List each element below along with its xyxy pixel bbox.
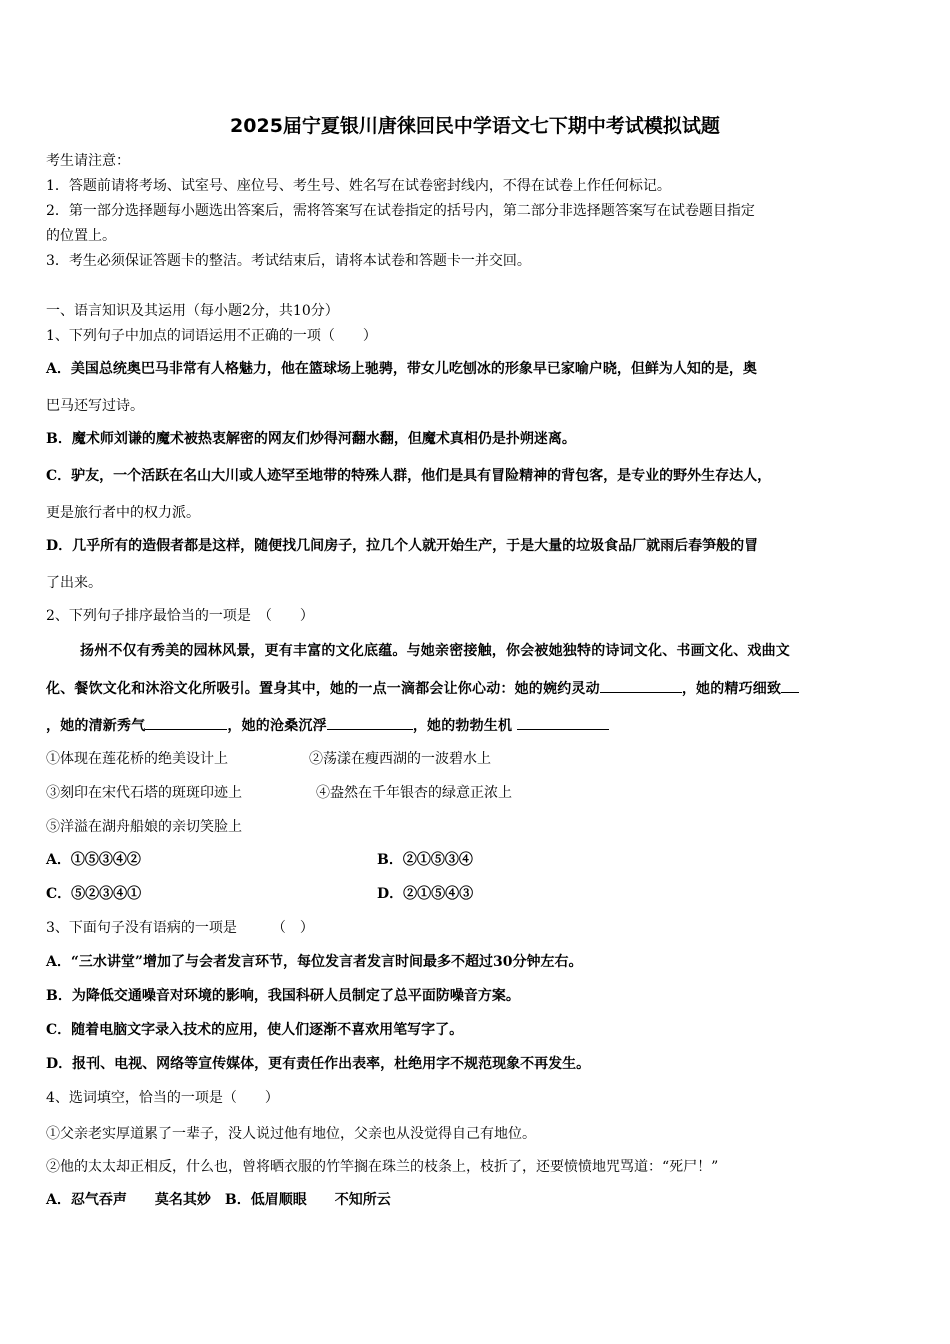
q2-stem: 2、下列句子排序最恰当的一项是 （ ） (46, 608, 314, 624)
blank-4[interactable] (327, 715, 413, 730)
section-1-heading: 一、语言知识及其运用（每小题2分，共10分） (46, 303, 339, 319)
notice-item-2: 2．第一部分选择题每小题选出答案后，需将答案写在试卷指定的括号内，第二部分非选择题答案写在试卷题目指定 (46, 203, 755, 219)
q2-option-b: B．②①⑤③④ (377, 852, 473, 868)
q2-item-3: ③刻印在宋代石塔的斑斑印迹上 (46, 785, 242, 801)
q3-option-d: D．报刊、电视、网络等宣传媒体，更有责任作出表率，杜绝用字不规范现象不再发生。 (46, 1056, 591, 1072)
blank-5[interactable] (517, 715, 609, 730)
q3-option-c: C．随着电脑文字录入技术的应用，使人们逐渐不喜欢用笔写字了。 (46, 1022, 464, 1038)
q3-stem: 3、下面句子没有语病的一项是 （ ） (46, 920, 314, 936)
q2-item-4: ④盎然在千年银杏的绿意正浓上 (316, 785, 512, 801)
q2-passage-part-3: ，她的清新秀气 (46, 718, 146, 734)
q2-passage-line-2 (46, 678, 799, 699)
q2-option-d: D．②①⑤④③ (377, 886, 474, 902)
q1-option-c-cont: 更是旅行者中的权力派。 (46, 505, 200, 521)
notice-item-2-cont: 的位置上。 (46, 228, 116, 244)
q1-option-d-cont: 了出来。 (46, 575, 102, 591)
q2-item-5: ⑤洋溢在湖舟船娘的亲切笑脸上 (46, 819, 242, 835)
q2-passage-part-2: ，她的精巧细致 (681, 681, 782, 697)
page-title: 2025届宁夏银川唐徕回民中学语文七下期中考试模拟试题 (230, 115, 720, 137)
q2-item-2: ②荡漾在瘦西湖的一波碧水上 (309, 751, 491, 767)
q1-option-c: C．驴友，一个活跃在名山大川或人迹罕至地带的特殊人群，他们是具有冒险精神的背包客，是专业的野外生存达人， (46, 468, 772, 484)
q4-sentence-2: ②他的太太却正相反，什么也，曾将晒衣服的竹竿搁在珠兰的枝条上，枝折了，还要愤愤地咒骂道：“死尸！” (46, 1159, 719, 1175)
blank-1[interactable] (600, 678, 682, 693)
notice-heading: 考生请注意： (46, 153, 130, 169)
q1-option-d: D．几乎所有的造假者都是这样，随便找几间房子，拉几个人就开始生产，于是大量的垃圾食品厂就雨后春笋般的冒 (46, 538, 759, 554)
q2-option-c: C．⑤②③④① (46, 886, 142, 902)
q2-item-1: ①体现在莲花桥的绝美设计上 (46, 751, 228, 767)
q2-passage-part-5: ，她的勃勃生机 (412, 718, 513, 734)
q4-stem: 4、选词填空，恰当的一项是（ ） (46, 1090, 279, 1106)
q3-option-a: A．“三水讲堂”增加了与会者发言环节，每位发言者发言时间最多不超过30分钟左右。 (46, 954, 583, 970)
notice-item-3: 3．考生必须保证答题卡的整洁。考试结束后，请将本试卷和答题卡一并交回。 (46, 253, 531, 269)
q1-option-a: A．美国总统奥巴马非常有人格魅力，他在篮球场上驰骋，带女儿吃刨冰的形象早已家喻户晓，但鲜为人知的是，奥 (46, 361, 757, 377)
blank-3[interactable] (145, 715, 227, 730)
q1-option-b: B．魔术师刘谦的魔术被热衷解密的网友们炒得河翻水翻，但魔术真相仍是扑朔迷离。 (46, 431, 576, 447)
q1-stem: 1、下列句子中加点的词语运用不正确的一项（ ） (46, 328, 377, 344)
notice-item-1: 1．答题前请将考场、试室号、座位号、考生号、姓名写在试卷密封线内，不得在试卷上作任何标记。 (46, 178, 671, 194)
q2-passage-line-1: 扬州不仅有秀美的园林风景，更有丰富的文化底蕴。与她亲密接触，你会被她独特的诗词文化、书画文化、戏曲文 (80, 643, 790, 659)
q2-option-a: A．①⑤③④② (46, 852, 141, 868)
q1-option-a-cont: 巴马还写过诗。 (46, 398, 144, 414)
q2-passage-part-4: ，她的沧桑沉浮 (227, 718, 327, 734)
q4-options: A．忍气吞声 莫名其妙 B．低眉顺眼 不知所云 (46, 1192, 391, 1208)
blank-2[interactable] (781, 678, 799, 693)
q2-passage-line-3 (46, 715, 609, 736)
q3-option-b: B．为降低交通噪音对环境的影响，我国科研人员制定了总平面防噪音方案。 (46, 988, 520, 1004)
q4-sentence-1: ①父亲老实厚道累了一辈子，没人说过他有地位，父亲也从没觉得自己有地位。 (46, 1126, 536, 1142)
q2-passage-part-1: 化、餐饮文化和沐浴文化所吸引。置身其中，她的一点一滴都会让你心动：她的婉约灵动 (46, 681, 600, 697)
